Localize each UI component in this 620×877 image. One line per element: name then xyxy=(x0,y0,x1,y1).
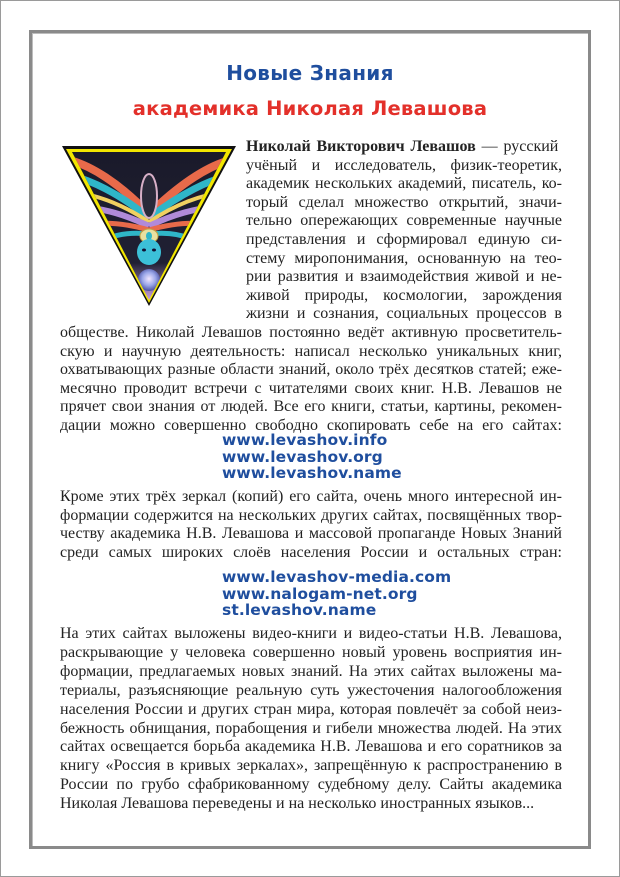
intro-line-text: — русский xyxy=(475,138,559,155)
intro-line: рии развития и взаимодействия живой и не- xyxy=(246,268,562,286)
site-link[interactable]: www.levashov.org xyxy=(222,447,383,466)
emblem-artwork xyxy=(65,159,235,291)
triangle-cosmic-emblem-icon xyxy=(60,144,238,308)
intro-line: торый сделал множество открытий, значи- xyxy=(246,193,562,211)
paragraph-line: раскрывающие у человека совершенно новый уровень восприятия ин- xyxy=(60,643,562,661)
intro-line: академик нескольких академий, писатель, ко- xyxy=(246,175,562,193)
intro-line: прячет свои знания от людей. Все его книги, статьи, картины, рекомен- xyxy=(60,398,562,416)
intro-line: представления и сформировал единую си- xyxy=(246,230,562,248)
paragraph-line: книгу «Россия в кривых зеркалах», запрещённую к распространению в xyxy=(60,757,562,775)
site-link[interactable]: www.levashov.name xyxy=(222,464,402,482)
paragraph-line: бежность обнищания, порабощения и гибели множества людей. На этих xyxy=(60,719,562,737)
intro-line: жизни и сознания, социальных процессов в xyxy=(246,305,562,323)
intro-line: месячно проводит встречи с читателями своих книг. Н.В. Левашов не xyxy=(60,379,562,397)
paragraph-line: сайтах освещается борьба академика Н.В. Левашова и его соратников за xyxy=(60,738,562,756)
paragraph-line: России по грубо сфабрикованному судебному делу. Сайты академика xyxy=(60,776,562,794)
site-link[interactable]: www.levashov-media.com xyxy=(222,568,452,586)
intro-line xyxy=(246,138,558,156)
intro-line: учёный и исследователь, физик-теоретик, xyxy=(246,156,562,174)
paragraph-line: териалы, разъясняющие реальную суть ужесточения налогообложения xyxy=(60,681,562,699)
site-link[interactable]: www.nalogam-net.org xyxy=(222,584,418,603)
paragraph-line: Кроме этих трёх зеркал (копий) его сайта, очень много интересной ин- xyxy=(60,488,562,505)
author-name: Николай Викторович Левашов xyxy=(246,138,476,155)
intro-line: стему миропонимания, основанную на тео- xyxy=(246,249,562,267)
paragraph-line: формации, предлагаемых новых знаний. На этих сайтах выложены ма- xyxy=(60,662,562,680)
page-subtitle: академика Николая Левашова xyxy=(132,97,488,120)
site-link[interactable]: st.levashov.name xyxy=(222,601,377,619)
paragraph-line: На этих сайтах выложены видео-книги и видео-статьи Н.В. Левашова, xyxy=(60,625,562,642)
intro-line: тельно опережающих современные научные xyxy=(246,212,562,230)
intro-line: охватывающих разные области знаний, около трёх десятков статей; еже- xyxy=(60,361,562,379)
site-link[interactable]: www.levashov.info xyxy=(222,431,388,449)
paragraph-line: среди самых широких слоёв населения России и остальных стран: xyxy=(60,543,562,561)
intro-line: обществе. Николай Левашов постоянно ведёт активную просветитель- xyxy=(60,324,562,341)
page-title: Новые Знания xyxy=(226,61,394,85)
intro-line: скую и научную деятельность: написал несколько уникальных книг, xyxy=(60,342,562,360)
paragraph-line: формации содержится на нескольких других сайтах, посвящённых твор- xyxy=(60,506,562,524)
paragraph-line: населения России и других стран мира, которая повлечёт за собой неиз- xyxy=(60,700,562,718)
paragraph-line: Николая Левашова переведены и на несколько иностранных языков... xyxy=(60,795,535,813)
intro-line: дации можно совершенно свободно скопировать себе на его сайтах: xyxy=(60,417,562,434)
paragraph-line: честву академика Н.В. Левашова и массовой пропаганде Новых Знаний xyxy=(60,525,562,543)
intro-line: живой природы, космологии, зарождения xyxy=(246,286,562,304)
